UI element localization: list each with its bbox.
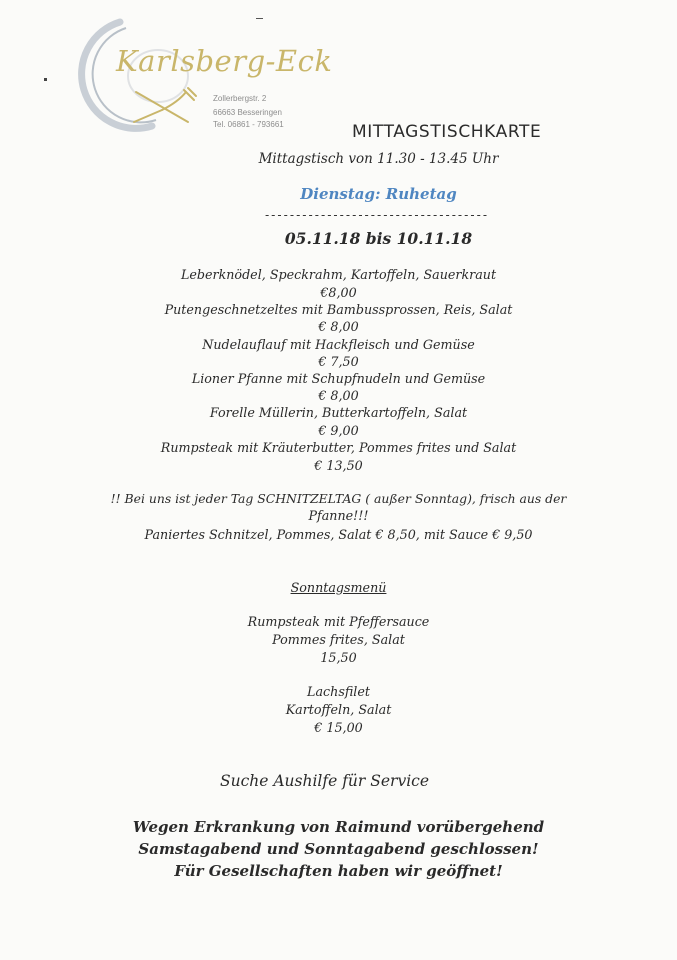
page-title: MITTAGSTISCHKARTE bbox=[352, 122, 542, 142]
dish-price: € 8,00 bbox=[318, 388, 359, 403]
sunday-heading: Sonntagsmenü bbox=[290, 580, 387, 595]
address-city: 66663 Besseringen bbox=[213, 108, 282, 117]
staff-wanted-notice: Suche Aushilfe für Service bbox=[219, 772, 430, 790]
dish-price: €8,00 bbox=[320, 285, 357, 300]
dish-name: Nudelauflauf mit Hackfleisch und Gemüse bbox=[202, 337, 475, 352]
dish-name: Rumpsteak mit Kräuterbutter, Pommes frites und Salat bbox=[160, 440, 517, 455]
closure-notice-line3: Für Gesellschaften haben wir geöffnet! bbox=[174, 862, 503, 880]
dish-name: Forelle Müllerin, Butterkartoffeln, Salat bbox=[209, 405, 468, 420]
address-street: Zollerbergstr. 2 bbox=[213, 94, 267, 103]
divider: ------------------------------------ bbox=[263, 208, 488, 222]
dish-price: € 8,00 bbox=[318, 319, 359, 334]
closure-notice-line2: Samstagabend und Sonntagabend geschlossen! bbox=[138, 840, 539, 858]
sunday-side: Pommes frites, Salat bbox=[272, 632, 405, 647]
closed-day: Dienstag: Ruhetag bbox=[300, 185, 457, 203]
sunday-dish: Lachsfilet bbox=[307, 684, 370, 699]
logo-wordmark: Karlsberg-Eck bbox=[116, 44, 333, 78]
scan-dot bbox=[44, 78, 47, 81]
date-range: 05.11.18 bis 10.11.18 bbox=[284, 229, 473, 248]
closure-notice-line1: Wegen Erkrankung von Raimund vorübergehend bbox=[132, 818, 545, 836]
fork-knife-icon bbox=[134, 88, 196, 122]
schnitzel-notice-cont: Pfanne!!! bbox=[308, 508, 369, 523]
lunch-hours: Mittagstisch von 11.30 - 13.45 Uhr bbox=[258, 151, 499, 167]
dish-price: € 13,50 bbox=[314, 458, 363, 473]
dish-name: Leberknödel, Speckrahm, Kartoffeln, Sauerkraut bbox=[180, 267, 497, 282]
sunday-dish: Rumpsteak mit Pfeffersauce bbox=[247, 614, 430, 629]
dish-price: € 9,00 bbox=[318, 423, 359, 438]
schnitzel-offer: Paniertes Schnitzel, Pommes, Salat € 8,50, mit Sauce € 9,50 bbox=[144, 527, 533, 542]
dish-name: Lioner Pfanne mit Schupfnudeln und Gemüse bbox=[191, 371, 486, 386]
dish-price: € 7,50 bbox=[318, 354, 359, 369]
address-phone: Tel. 06861 - 793661 bbox=[213, 120, 284, 129]
sunday-price: 15,50 bbox=[320, 650, 357, 665]
dish-name: Putengeschnetzeltes mit Bambussprossen, Reis, Salat bbox=[164, 302, 513, 317]
schnitzel-notice: !! Bei uns ist jeder Tag SCHNITZELTAG ( außer Sonntag), frisch aus der bbox=[110, 491, 567, 506]
sunday-side: Kartoffeln, Salat bbox=[285, 702, 392, 717]
sunday-price: € 15,00 bbox=[314, 720, 363, 735]
